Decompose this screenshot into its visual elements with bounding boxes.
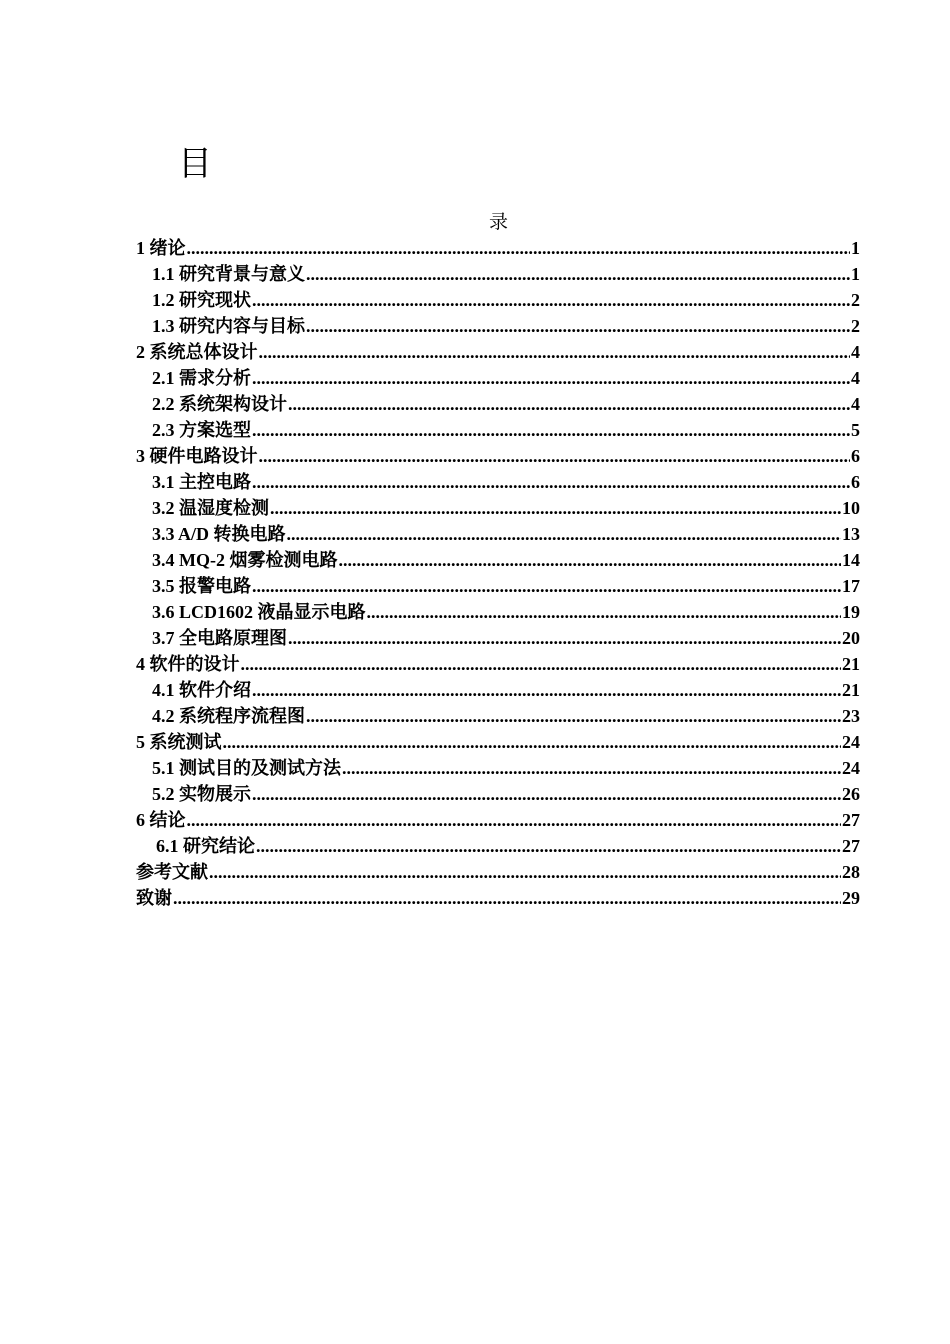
toc-entry[interactable] xyxy=(136,365,860,391)
toc-page-number: 13 xyxy=(842,524,860,544)
toc-dot-leader xyxy=(223,729,842,755)
toc-entry[interactable] xyxy=(136,443,860,469)
toc-entry-title: 5.2 实物展示 xyxy=(152,784,251,804)
toc-entry-title: 5.1 测试目的及测试方法 xyxy=(152,758,341,778)
toc-page-number: 24 xyxy=(842,732,860,752)
toc-entry-title: 致谢 xyxy=(136,888,172,908)
toc-entry-title: 2 系统总体设计 xyxy=(136,342,258,362)
toc-page-number: 26 xyxy=(842,784,860,804)
toc-entry[interactable] xyxy=(136,625,860,651)
toc-page-number: 4 xyxy=(851,368,860,388)
toc-entry-title: 6.1 研究结论 xyxy=(156,836,255,856)
toc-entry-title: 1.1 研究背景与意义 xyxy=(152,264,305,284)
toc-entry-title: 参考文献 xyxy=(136,862,208,882)
toc-entry-title: 3.7 全电路原理图 xyxy=(152,628,287,648)
toc-entry[interactable] xyxy=(136,469,860,495)
toc-dot-leader xyxy=(259,443,851,469)
toc-dot-leader xyxy=(306,703,841,729)
toc-page-number: 1 xyxy=(851,264,860,284)
toc-dot-leader xyxy=(209,859,841,885)
toc-dot-leader xyxy=(288,391,850,417)
toc-entry-title: 3.3 A/D 转换电路 xyxy=(152,524,286,544)
toc-dot-leader xyxy=(252,469,850,495)
toc-entry-title: 2.3 方案选型 xyxy=(152,420,251,440)
toc-page-number: 28 xyxy=(842,862,860,882)
toc-entry-title: 2.2 系统架构设计 xyxy=(152,394,287,414)
toc-entry[interactable] xyxy=(136,885,860,911)
toc-dot-leader xyxy=(252,417,850,443)
toc-page-number: 27 xyxy=(842,836,860,856)
toc-heading-second-char: 录 xyxy=(489,211,509,233)
toc-page-number: 5 xyxy=(851,420,860,440)
toc-dot-leader xyxy=(252,573,841,599)
toc-page-number: 29 xyxy=(842,888,860,908)
toc-dot-leader xyxy=(173,885,841,911)
toc-dot-leader xyxy=(306,313,850,339)
toc-entry-title: 5 系统测试 xyxy=(136,732,222,752)
toc-page-number: 4 xyxy=(851,394,860,414)
toc-entry-title: 3.4 MQ-2 烟雾检测电路 xyxy=(152,550,338,570)
toc-dot-leader xyxy=(259,339,851,365)
toc-entry[interactable] xyxy=(136,339,860,365)
toc-page-number: 1 xyxy=(851,238,860,258)
toc-dot-leader xyxy=(187,235,851,261)
toc-page-number: 2 xyxy=(851,290,860,310)
toc-dot-leader xyxy=(252,287,850,313)
toc-dot-leader xyxy=(270,495,841,521)
toc-entry[interactable] xyxy=(136,391,860,417)
toc-entry-title: 4.2 系统程序流程图 xyxy=(152,706,305,726)
toc-entry[interactable] xyxy=(136,599,860,625)
toc-dot-leader xyxy=(306,261,850,287)
toc-dot-leader xyxy=(367,599,841,625)
toc-page-number: 21 xyxy=(842,680,860,700)
toc-page-number: 27 xyxy=(842,810,860,830)
toc-page-number: 20 xyxy=(842,628,860,648)
toc-page-number: 21 xyxy=(842,654,860,674)
toc-page-number: 6 xyxy=(851,446,860,466)
toc-page-number: 10 xyxy=(842,498,860,518)
toc-dot-leader xyxy=(342,755,841,781)
toc-entry[interactable] xyxy=(136,859,860,885)
toc-entry-title: 3 硬件电路设计 xyxy=(136,446,258,466)
toc-entry[interactable] xyxy=(136,547,860,573)
toc-heading-first-char: 目 xyxy=(178,144,212,184)
toc-page-number: 24 xyxy=(842,758,860,778)
toc-entry-title: 1 绪论 xyxy=(136,238,186,258)
toc-dot-leader xyxy=(288,625,841,651)
toc-entry[interactable] xyxy=(136,235,860,261)
toc-page-number: 14 xyxy=(842,550,860,570)
toc-entry-title: 1.2 研究现状 xyxy=(152,290,251,310)
toc-page-number: 19 xyxy=(842,602,860,622)
toc-entry[interactable] xyxy=(136,313,860,339)
toc-entry-title: 6 结论 xyxy=(136,810,186,830)
toc-dot-leader xyxy=(338,547,841,573)
toc-entry-title: 3.1 主控电路 xyxy=(152,472,251,492)
toc-entry-title: 3.6 LCD1602 液晶显示电路 xyxy=(152,602,366,622)
toc-dot-leader xyxy=(241,651,842,677)
toc-page-number: 6 xyxy=(851,472,860,492)
toc-entry[interactable] xyxy=(136,417,860,443)
toc-entry[interactable] xyxy=(136,651,860,677)
toc-dot-leader xyxy=(252,677,841,703)
toc-entry-title: 4.1 软件介绍 xyxy=(152,680,251,700)
toc-entry[interactable] xyxy=(136,495,860,521)
toc-dot-leader xyxy=(252,365,850,391)
toc-dot-leader xyxy=(287,521,841,547)
toc-entry[interactable] xyxy=(136,703,860,729)
toc-entry-title: 1.3 研究内容与目标 xyxy=(152,316,305,336)
toc-entry[interactable] xyxy=(136,755,860,781)
toc-dot-leader xyxy=(187,807,842,833)
toc-entry[interactable] xyxy=(136,677,860,703)
toc-entry-title: 2.1 需求分析 xyxy=(152,368,251,388)
toc-entry-title: 4 软件的设计 xyxy=(136,654,240,674)
toc-entry[interactable] xyxy=(136,729,860,755)
toc-entry[interactable] xyxy=(136,833,860,859)
toc-entry[interactable] xyxy=(136,781,860,807)
toc-page-number: 4 xyxy=(851,342,860,362)
toc-entry[interactable] xyxy=(136,261,860,287)
toc-dot-leader xyxy=(256,833,841,859)
toc-entry-title: 3.5 报警电路 xyxy=(152,576,251,596)
table-of-contents xyxy=(136,235,860,911)
toc-entry-title: 3.2 温湿度检测 xyxy=(152,498,269,518)
toc-dot-leader xyxy=(252,781,841,807)
toc-entry[interactable] xyxy=(136,287,860,313)
toc-entry[interactable] xyxy=(136,521,860,547)
toc-page-number: 23 xyxy=(842,706,860,726)
toc-page-number: 2 xyxy=(851,316,860,336)
toc-entry[interactable] xyxy=(136,573,860,599)
toc-entry[interactable] xyxy=(136,807,860,833)
toc-page-number: 17 xyxy=(842,576,860,596)
